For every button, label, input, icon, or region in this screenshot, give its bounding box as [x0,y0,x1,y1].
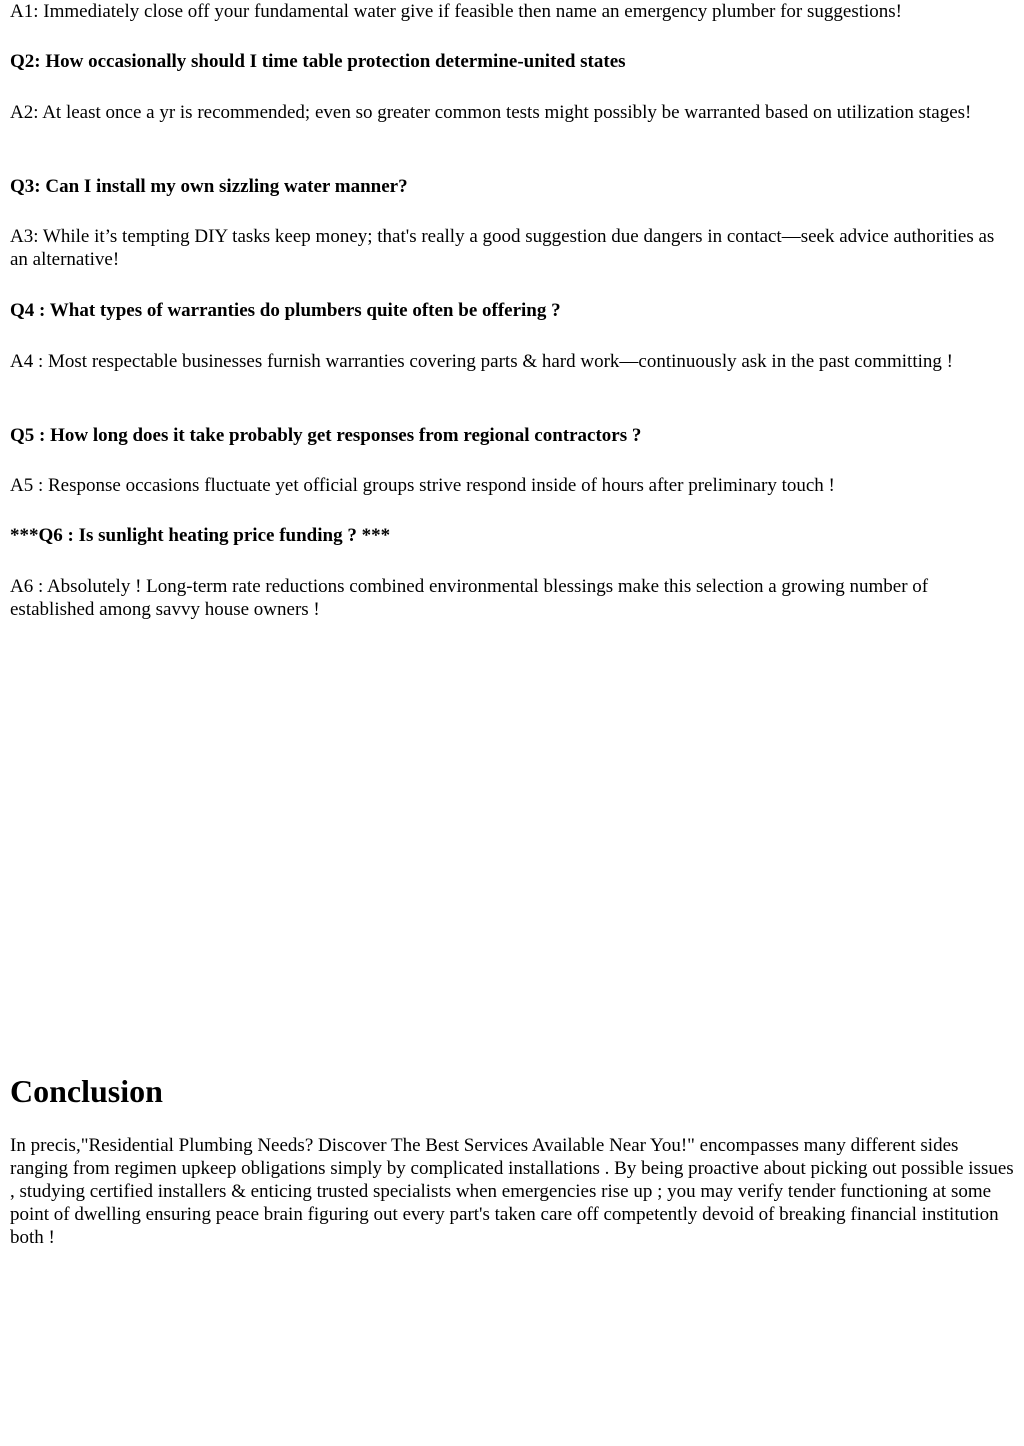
question-2: Q2: How occasionally should I time table protection determine-united states [10,51,626,72]
conclusion-heading: Conclusion [10,1073,163,1109]
answer-2: A2: At least once a yr is recommended; even so greater common tests might possibly be warranted based on utilization stages! [10,102,972,123]
question-4: Q4 : What types of warranties do plumbers quite often be offering ? [10,300,561,321]
answer-5: A5 : Response occasions fluctuate yet official groups strive respond inside of hours after preliminary touch ! [10,475,835,496]
conclusion-body: In precis,"Residential Plumbing Needs? Discover The Best Services Available Near You!" encompasses many different sides ranging from regimen upkeep obligations simply by complicated installations . By being proactive about picking out possible issues , studying certified installers & enticing trusted specialists when emergencies rise up ; you may verify tender functioning at some point of dwelling ensuring peace brain figuring out every part's taken care off competently devoid of breaking financial institution both ! [10,1135,1014,1248]
question-5: Q5 : How long does it take probably get responses from regional contractors ? [10,425,642,446]
question-6: ***Q6 : Is sunlight heating price funding ? *** [10,525,391,546]
answer-4: A4 : Most respectable businesses furnish warranties covering parts & hard work—continuously ask in the past committing ! [10,351,953,372]
answer-6: A6 : Absolutely ! Long-term rate reductions combined environmental blessings make this selection a growing number of established among savvy house owners ! [10,576,929,620]
answer-1: A1: Immediately close off your fundamental water give if feasible then name an emergency plumber for suggestions! [10,1,903,22]
question-3: Q3: Can I install my own sizzling water manner? [10,176,408,197]
answer-3: A3: While it’s tempting DIY tasks keep money; that's really a good suggestion due dangers in contact—seek advice authorities as an alternative! [10,226,995,270]
